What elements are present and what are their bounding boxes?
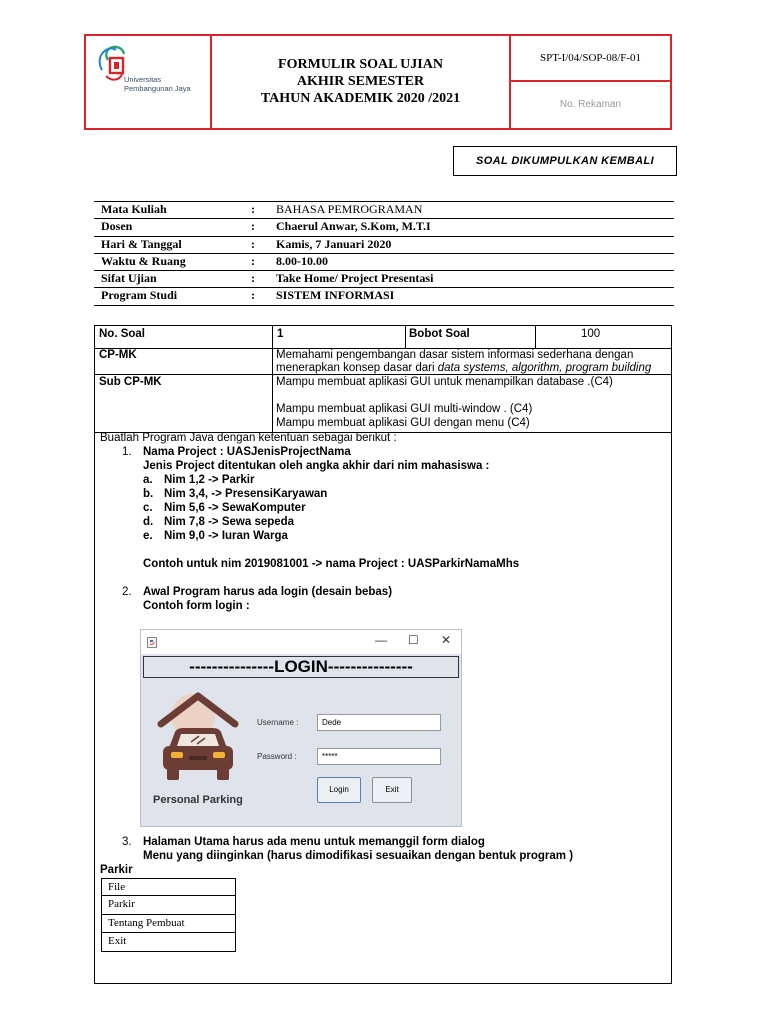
- username-label: Username :: [257, 718, 299, 727]
- maximize-button[interactable]: ☐: [408, 633, 419, 647]
- option-text: Nim 1,2 -> Parkir: [164, 474, 255, 486]
- menu-heading: Parkir: [100, 864, 133, 876]
- item2-title: Awal Program harus ada login (desain bebas): [143, 586, 393, 598]
- brand-label: Personal Parking: [153, 794, 243, 806]
- option-letter: e.: [143, 530, 153, 542]
- login-button[interactable]: Login: [317, 777, 361, 803]
- menu-structure-table: [101, 878, 236, 952]
- cpmk-line2-prefix: menerapkan konsep dasar dari: [276, 362, 438, 374]
- info-sep: :: [251, 236, 255, 251]
- java-app-icon: [147, 637, 157, 648]
- item1-sub: Jenis Project ditentukan oleh angka akhir dari nim mahasiswa :: [143, 460, 490, 472]
- cpmk-line2: [276, 362, 651, 375]
- soal-note: SOAL DIKUMPULKAN KEMBALI: [453, 146, 677, 176]
- close-button[interactable]: ✕: [441, 633, 452, 647]
- subcpmk-line2: Mampu membuat aplikasi GUI multi-window . (C4): [276, 403, 533, 415]
- university-name: [124, 76, 191, 93]
- bobot-value: 100: [581, 328, 601, 340]
- option-letter: d.: [143, 516, 154, 528]
- info-label: Dosen: [101, 219, 133, 234]
- option-text: Nim 5,6 -> SewaKomputer: [164, 502, 306, 514]
- login-form-example: [140, 629, 462, 827]
- subcpmk-line1: Mampu membuat aplikasi GUI untuk menampilkan database .(C4): [276, 376, 613, 388]
- info-sep: :: [251, 202, 255, 216]
- record-box: [509, 80, 672, 130]
- subcpmk-label: Sub CP-MK: [99, 376, 162, 388]
- cpmk-line1: Memahami pengembangan dasar sistem informasi sederhana dengan: [276, 349, 634, 361]
- info-sep: :: [251, 253, 255, 268]
- minimize-button[interactable]: —: [375, 633, 387, 647]
- menu-item: Parkir: [101, 896, 236, 914]
- info-label: Waktu & Ruang: [101, 253, 186, 268]
- info-row: [94, 253, 674, 270]
- question-meta-table: [95, 326, 671, 433]
- bobot-label: Bobot Soal: [409, 328, 470, 340]
- info-row: [94, 218, 674, 235]
- info-sep: :: [251, 271, 255, 286]
- cpmk-label: CP-MK: [99, 349, 137, 361]
- course-info-table: [94, 201, 674, 306]
- item1-title: Nama Project : UASJenisProjectNama: [143, 446, 351, 458]
- info-sep: :: [251, 288, 255, 303]
- info-row: [94, 201, 674, 218]
- option-letter: c.: [143, 502, 153, 514]
- title-line2: AKHIR SEMESTER: [296, 74, 425, 89]
- info-label: Mata Kuliah: [101, 202, 167, 216]
- username-input[interactable]: Dede: [317, 714, 441, 731]
- menu-item: Exit: [101, 933, 236, 951]
- title-box: [210, 34, 511, 130]
- item3-sub: Menu yang diinginkan (harus dimodifikasi sesuaikan dengan bentuk program ): [143, 850, 574, 862]
- university-line1: Universitas: [124, 75, 162, 84]
- doc-code: SPT-I/04/SOP-08/F-01: [539, 52, 642, 64]
- no-soal-value: 1: [277, 328, 284, 340]
- info-value: Chaerul Anwar, S.Kom, M.T.I: [276, 219, 431, 234]
- login-banner: ---------------LOGIN---------------: [143, 656, 459, 678]
- item3-number: 3.: [122, 836, 132, 848]
- item3-title: Halaman Utama harus ada menu untuk memanggil form dialog: [143, 836, 485, 848]
- form-title: [212, 56, 509, 107]
- info-value: Take Home/ Project Presentasi: [276, 271, 434, 286]
- info-value: SISTEM INFORMASI: [276, 288, 395, 303]
- info-label: Program Studi: [101, 288, 178, 303]
- item1-number: 1.: [122, 446, 132, 458]
- item2-number: 2.: [122, 586, 132, 598]
- info-value: Kamis, 7 Januari 2020: [276, 236, 392, 251]
- question-intro: Buatlah Program Java dengan ketentuan sebagai berikut :: [100, 432, 397, 444]
- item2-sub: Contoh form login :: [143, 600, 250, 612]
- record-label: No. Rekaman: [559, 99, 622, 110]
- nim-example: Contoh untuk nim 2019081001 -> nama Project : UASParkirNamaMhs: [143, 558, 520, 570]
- form-header: [84, 34, 672, 130]
- option-letter: a.: [143, 474, 153, 486]
- university-line2: Pembangunan Jaya: [124, 83, 191, 93]
- option-text: Nim 9,0 -> Iuran Warga: [164, 530, 288, 542]
- info-label: Hari & Tanggal: [101, 236, 182, 251]
- option-text: Nim 7,8 -> Sewa sepeda: [164, 516, 295, 528]
- info-value: BAHASA PEMROGRAMAN: [276, 202, 423, 216]
- menu-item: File: [101, 878, 236, 896]
- option-letter: b.: [143, 488, 154, 500]
- exit-button[interactable]: Exit: [372, 777, 412, 803]
- password-input[interactable]: *****: [317, 748, 441, 765]
- info-row: [94, 287, 674, 305]
- info-value: 8.00-10.00: [276, 253, 328, 268]
- info-row: [94, 270, 674, 287]
- info-label: Sifat Ujian: [101, 271, 157, 286]
- subcpmk-line3: Mampu membuat aplikasi GUI dengan menu (C4): [276, 417, 530, 429]
- option-text: Nim 3,4, -> PresensiKaryawan: [164, 488, 328, 500]
- parking-car-icon: [153, 688, 243, 784]
- title-line1: FORMULIR SOAL UJIAN: [278, 57, 443, 72]
- info-sep: :: [251, 219, 255, 234]
- window-titlebar: [141, 630, 461, 654]
- cpmk-line2-italic: data systems, algorithm, program building: [437, 362, 652, 374]
- password-label: Password :: [257, 752, 297, 761]
- logo-box: [84, 34, 212, 130]
- title-line3: TAHUN AKADEMIK 2020 /2021: [260, 91, 461, 106]
- no-soal-label: No. Soal: [99, 328, 146, 340]
- info-row: [94, 236, 674, 253]
- doc-code-box: [509, 34, 672, 82]
- menu-item: Tentang Pembuat: [101, 915, 236, 933]
